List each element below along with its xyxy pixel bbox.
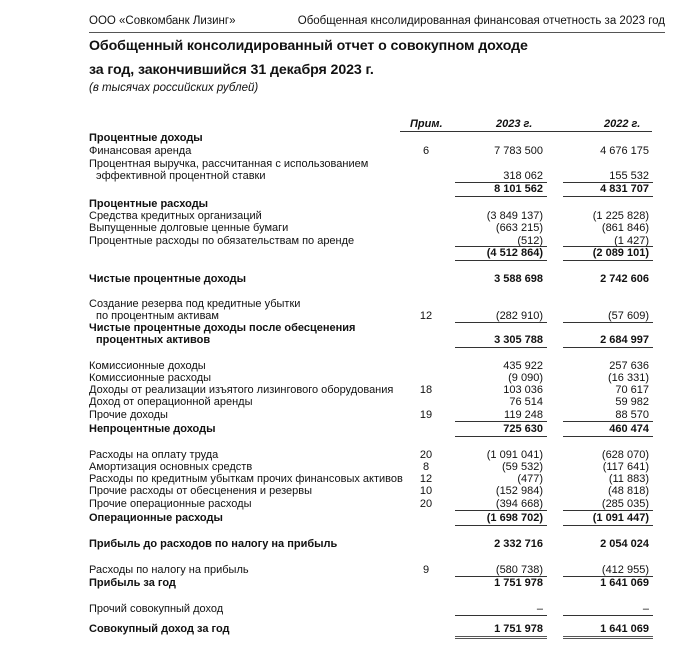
table-row: Чистые процентные доходы после обесценения [89,322,356,334]
table-row: Доходы от реализации изъятого лизингового оборудования 18 103 036 70 617 [89,384,649,396]
statement-period: за год, закончившийся 31 декабря 2023 г. [89,62,374,78]
table-row: Средства кредитных организаций (3 849 137) (1 225 828) [89,210,649,222]
table-row: Процентная выручка, рассчитанная с использованием [89,158,369,170]
operating-expenses-row: Операционные расходы (1 698 702) (1 091 447) [89,512,649,524]
profit-before-tax-row: Прибыль до расходов по налогу на прибыль 2 332 716 2 054 024 [89,538,649,550]
table-row: по процентным активам 12 (282 910) (57 609) [96,310,649,322]
subtotal-row: (4 512 864) (2 089 101) [486,247,649,259]
subtotal-row: 8 101 562 4 831 707 [494,183,649,195]
table-row: Прочий совокупный доход – – [89,603,649,615]
subtotal-line [455,421,547,422]
report-name: Обобщенная кнсолидированная финансовая отчетность за 2023 год [297,15,665,27]
subtotal-line [455,615,547,616]
section-interest-expense: Процентные расходы [89,198,209,210]
table-row: эффективной процентной ставки 318 062 155 532 [96,170,649,182]
table-row: Прочие операционные расходы 20 (394 668) (285 035) [89,498,649,510]
company-name: ООО «Совкомбанк Лизинг» [89,15,236,27]
table-row: Прочие расходы от обесценения и резервы 10 (152 984) (48 818) [89,485,649,497]
total-double-line [455,636,547,639]
subtotal-line [563,436,653,437]
subtotal-line [455,347,547,348]
table-row: Амортизация основных средств 8 (59 532) (117 641) [89,461,649,473]
profit-for-year-row: Прибыль за год 1 751 978 1 641 069 [89,577,649,589]
column-header-2022: 2022 г. [604,118,641,130]
subtotal-line [455,196,547,197]
total-comprehensive-income-row: Совокупный доход за год 1 751 978 1 641 069 [89,623,649,635]
subtotal-line [563,510,653,511]
subtotal-line [563,196,653,197]
table-row: Расходы на оплату труда 20 (1 091 041) (628 070) [89,449,649,461]
column-header-2023: 2023 г. [496,118,533,130]
subtotal-line [563,421,653,422]
non-interest-income-row: Непроцентные доходы 725 630 460 474 [89,423,649,435]
subtotal-line [563,260,653,261]
table-row: Создание резерва под кредитные убытки [89,298,301,310]
table-row: Процентные расходы по обязательствам по аренде (512) (1 427) [89,235,649,247]
net-interest-income-row: Чистые процентные доходы 3 588 698 2 742 606 [89,273,649,285]
table-row: Расходы по кредитным убыткам прочих финансовых активов 12 (477) (11 883) [89,473,649,485]
subtotal-line [563,615,653,616]
table-row: Финансовая аренда 6 7 783 500 4 676 175 [89,145,649,157]
table-row: Расходы по налогу на прибыль 9 (580 738) (412 955) [89,564,649,576]
page-header [89,15,665,33]
subtotal-line [455,510,547,511]
subtotal-line [455,436,547,437]
table-row: Комиссионные доходы 435 922 257 636 [89,360,649,372]
net-interest-after-impairment-row: процентных активов 3 305 788 2 684 997 [96,334,649,346]
units-note: (в тысячах российских рублей) [89,82,259,94]
total-double-line [563,636,653,639]
table-row: Комиссионные расходы (9 090) (16 331) [89,372,649,384]
table-row: Доход от операционной аренды 76 514 59 982 [89,396,649,408]
subtotal-line [563,525,653,526]
subtotal-line [455,525,547,526]
table-row: Выпущенные долговые ценные бумаги (663 215) (861 846) [89,222,649,234]
statement-title: Обобщенный консолидированный отчет о совокупном доходе [89,38,528,54]
column-header-note: Прим. [410,118,443,130]
table-row: Прочие доходы 19 119 248 88 570 [89,409,649,421]
section-interest-income: Процентные доходы [89,132,203,144]
subtotal-line [455,260,547,261]
subtotal-line [563,347,653,348]
